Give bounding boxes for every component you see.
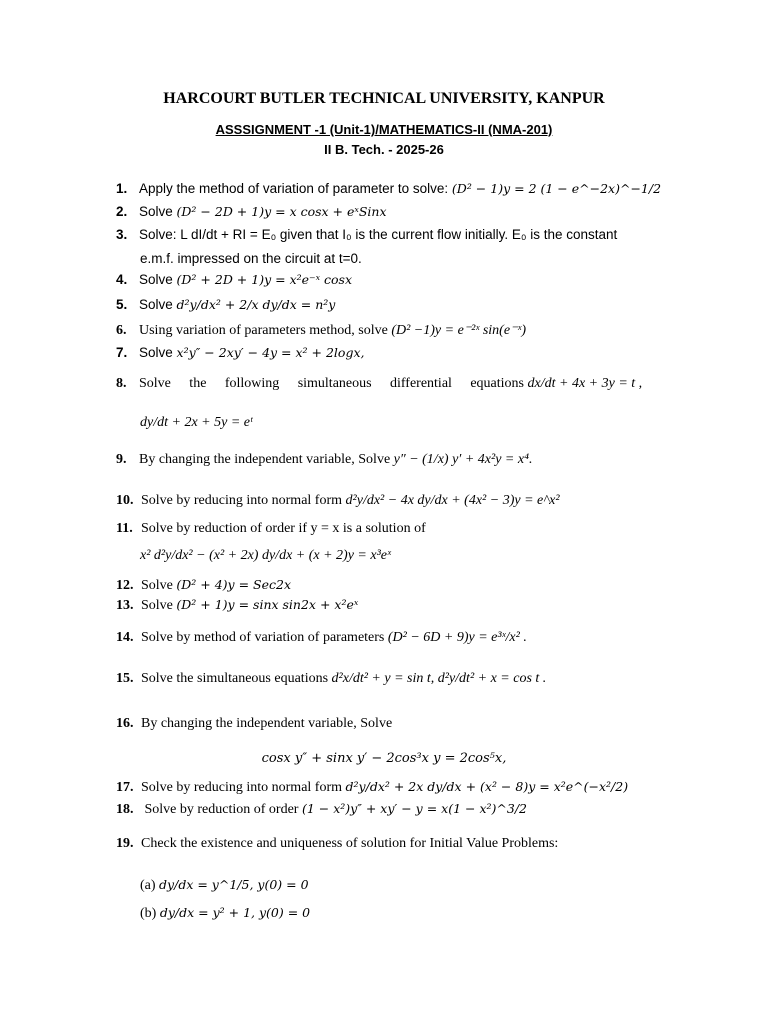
question-3: 3. Solve: L dI/dt + RI = E₀ given that I₀ is the current flow initially. E₀ is the constant: [116, 227, 618, 242]
assignment-title: ASSSIGNMENT -1 (Unit-1)/MATHEMATICS-II (NMA-201): [215, 122, 553, 137]
question-9: 9. By changing the independent variable, Solve y″ − (1/x) y′ + 4x²y = x⁴.: [116, 452, 533, 467]
class-year: II B. Tech. - 2025-26: [324, 142, 444, 157]
question-10: 10. Solve by reducing into normal form d²y/dx² − 4x dy/dx + (4x² − 3)y = e^x²: [116, 493, 560, 508]
question-17: 17. Solve by reducing into normal form d²y/dx² + 2x dy/dx + (x² − 8)y = x²e^(−x²/2): [116, 779, 629, 795]
question-5: 5. Solve d²y/dx² + 2/x dy/dx = n²y: [116, 297, 336, 312]
question-16: 16. By changing the independent variable, Solve: [116, 716, 393, 731]
question-2: 2. Solve (D² − 2D + 1)y = x cosx + eˣSinx: [116, 204, 387, 219]
university-title: HARCOURT BUTLER TECHNICAL UNIVERSITY, KANPUR: [163, 90, 605, 107]
question-13: 13. Solve (D² + 1)y = sinx sin2x + x²eˣ: [116, 597, 359, 613]
question-8-continuation: dy/dt + 2x + 5y = eᵗ: [140, 415, 253, 430]
question-3-continuation: e.m.f. impressed on the circuit at t=0.: [140, 251, 362, 266]
question-11-equation: x² d²y/dx² − (x² + 2x) dy/dx + (x + 2)y = x³eˣ: [140, 548, 391, 563]
question-18: 18. Solve by reduction of order (1 − x²)y″ + xy′ − y = x(1 − x²)^3/2: [116, 801, 527, 817]
question-19: 19. Check the existence and uniqueness of solution for Initial Value Problems:: [116, 836, 559, 851]
question-8: 8. Solve the following simultaneous differential equations dx/dt + 4x + 3y = t ,: [116, 376, 643, 391]
ivp-part-b: (b) dy/dx = y² + 1, y(0) = 0: [140, 905, 311, 921]
question-1: 1. Apply the method of variation of parameter to solve: (D² − 1)y = 2 (1 − e^−2x)^−1/2: [116, 181, 662, 196]
ivp-part-a: (a) dy/dx = y^1/5, y(0) = 0: [140, 877, 309, 893]
question-4: 4. Solve (D² + 2D + 1)y = x²e⁻ˣ cosx: [116, 272, 353, 287]
question-7: 7. Solve x²y″ − 2xy′ − 4y = x² + 2logx,: [116, 345, 365, 360]
question-11: 11. Solve by reduction of order if y = x is a solution of: [116, 521, 426, 536]
question-12: 12. Solve (D² + 4)y = Sec2x: [116, 577, 291, 593]
question-14: 14. Solve by method of variation of parameters (D² − 6D + 9)y = e³ˣ/x² .: [116, 630, 527, 645]
question-15: 15. Solve the simultaneous equations d²x/dt² + y = sin t, d²y/dt² + x = cos t .: [116, 671, 547, 686]
question-6: 6. Using variation of parameters method, solve (D² −1)y = e⁻²ˣ sin(e⁻ˣ): [116, 323, 527, 338]
question-16-equation: cosx y″ + sinx y′ − 2cos³x y = 2cos⁵x,: [261, 751, 507, 766]
